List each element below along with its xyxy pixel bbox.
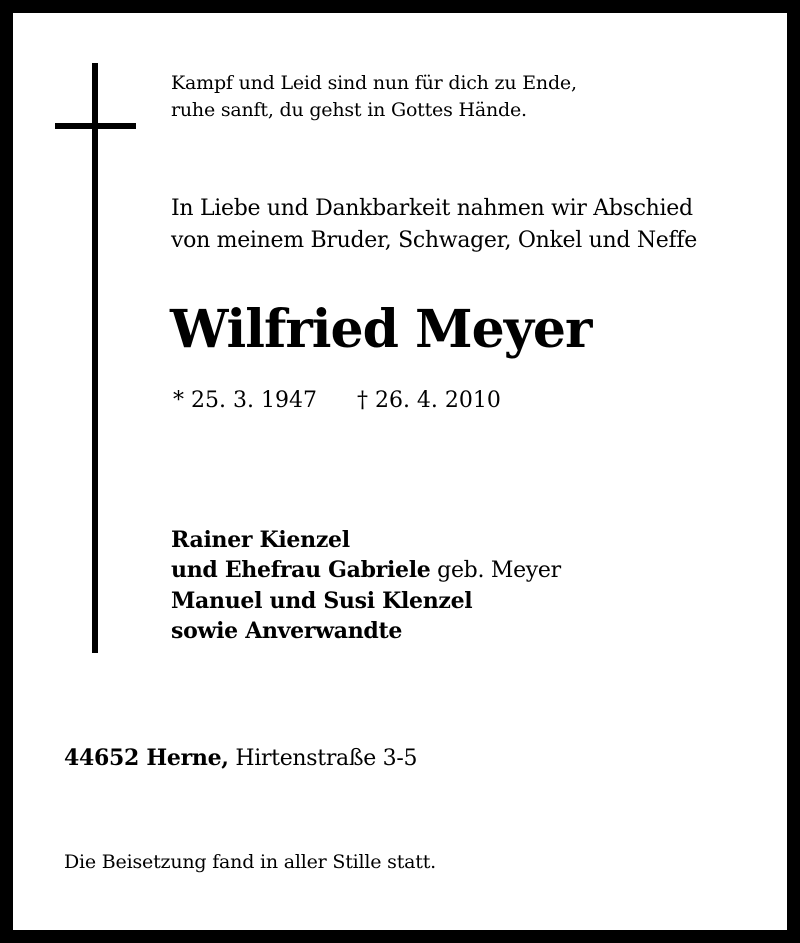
intro-text — [171, 193, 697, 257]
mourner-line-3: Manuel und Susi Klenzel — [171, 588, 473, 614]
motto-verse — [171, 70, 577, 124]
death-date: † 26. 4. 2010 — [356, 388, 501, 413]
mourner-line-2 — [171, 555, 561, 586]
motto-line-2: ruhe sanft, du gehst in Gottes Hände. — [171, 99, 527, 121]
mourner-line-2-normal: geb. Meyer — [430, 558, 561, 583]
deceased-name: Wilfried Meyer — [170, 299, 592, 360]
burial-note: Die Beisetzung fand in aller Stille statt. — [64, 851, 436, 873]
mourner-line-1: Rainer Kienzel — [171, 527, 350, 553]
address-street: Hirtenstraße 3-5 — [228, 746, 418, 771]
mourner-line-2-bold: und Ehefrau Gabriele — [171, 557, 431, 583]
mourner-line-4: sowie Anverwandte — [171, 618, 403, 644]
cross-icon — [92, 63, 98, 653]
address-city: 44652 Herne, — [64, 745, 229, 771]
cross-icon-bar — [55, 123, 136, 129]
intro-line-2: von meinem Bruder, Schwager, Onkel und Neffe — [171, 228, 697, 253]
intro-line-1: In Liebe und Dankbarkeit nahmen wir Abschied — [171, 196, 693, 221]
address — [64, 743, 417, 774]
mourners-list — [171, 525, 561, 646]
life-dates — [173, 386, 501, 416]
birth-date: * 25. 3. 1947 — [173, 388, 317, 413]
motto-line-1: Kampf und Leid sind nun für dich zu Ende, — [171, 72, 577, 94]
